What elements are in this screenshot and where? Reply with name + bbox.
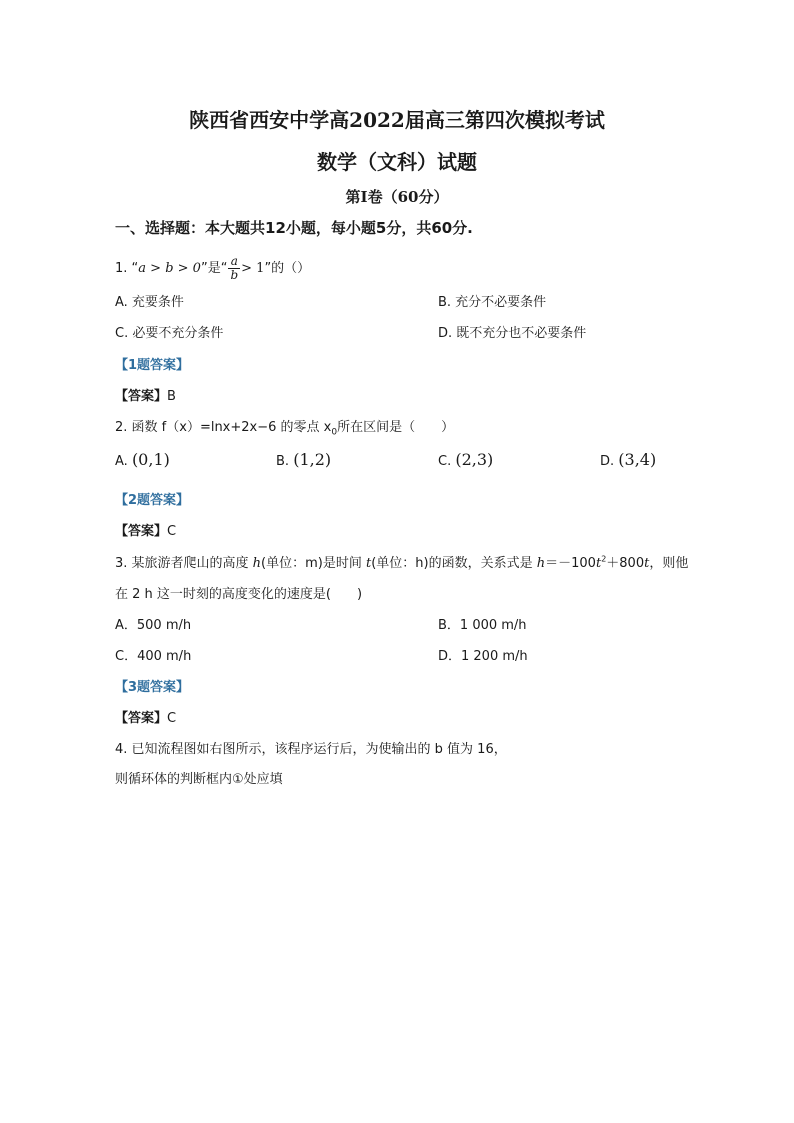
option-letter: A. [115, 454, 128, 469]
option-value: (0,1) [131, 450, 170, 469]
formula-h: h [536, 556, 546, 571]
question-3-line-2: 在 2 h 这一时刻的高度变化的速度是( ) [115, 587, 363, 602]
answer-value: C [167, 524, 177, 539]
question-1 [115, 255, 310, 282]
q2-option-b [276, 450, 331, 469]
q2-answer [115, 520, 176, 539]
question-2-tail: 所在区间是（ ） [337, 420, 455, 435]
q3-option-c: C．400 m/h [115, 649, 192, 664]
answer-value: C [167, 711, 177, 726]
q1-answer-tag: 【1题答案】 [115, 358, 190, 373]
subscript: 0 [331, 427, 338, 438]
q1-option-c: C. 必要不充分条件 [115, 326, 224, 341]
formula-t: t [644, 556, 650, 571]
document-subtitle: 数学（文科）试题 [317, 150, 477, 174]
q2-answer-tag: 【2题答案】 [115, 493, 190, 508]
q3-option-b: B．1 000 m/h [438, 618, 527, 633]
q2-option-a [115, 450, 170, 469]
option-value: (1,2) [293, 450, 332, 469]
answer-label: 【答案】 [115, 524, 168, 539]
quote-close: ”的（） [264, 261, 311, 276]
text-fragment: (单位：m)是时间 [261, 556, 366, 571]
formula-exponent: 2 [601, 554, 607, 564]
question-number: 1. [115, 261, 128, 276]
question-2 [115, 416, 454, 438]
option-letter: D. [600, 454, 615, 469]
text-fragment: (单位：h)的函数，关系式是 [371, 556, 537, 571]
document-title: 陕西省西安中学高2022届高三第四次模拟考试 [189, 108, 605, 132]
q3-answer [115, 707, 176, 726]
volume-label: 第Ⅰ卷（60分） [345, 188, 449, 206]
formula-part: ＝－100 [545, 556, 596, 571]
q1-option-b: B. 充分不必要条件 [438, 295, 547, 310]
question-2-text: 2. 函数 f（x）=lnx+2x−6 的零点 x [115, 420, 332, 435]
option-value: (2,3) [455, 450, 494, 469]
q3-option-a: A．500 m/h [115, 618, 192, 633]
var-h: h [252, 556, 262, 571]
section-heading: 一、选择题：本大题共12小题，每小题5分，共60分. [115, 219, 473, 237]
answer-value: B [167, 389, 176, 404]
q3-answer-tag: 【3题答案】 [115, 680, 190, 695]
formula-part: ＋800 [606, 556, 645, 571]
condition-2-tail: > 1 [241, 261, 265, 276]
fraction-denominator: b [230, 268, 239, 282]
quote-mid: ”是“ [200, 261, 228, 276]
formula-t: t [595, 556, 602, 571]
condition-1: a > b > 0 [138, 261, 201, 276]
option-letter: C. [438, 454, 452, 469]
question-3-line-1 [115, 552, 688, 571]
option-value: (3,4) [618, 450, 657, 469]
fraction-numerator: a [228, 255, 240, 269]
quote-open: “ [131, 261, 139, 276]
question-4-line-1: 4. 已知流程图如右图所示，该程序运行后，为使输出的 b 值为 16， [115, 742, 507, 757]
question-4-line-2: 则循环体的判断框内①处应填 [115, 772, 283, 787]
q2-option-d [600, 450, 656, 469]
text-fragment: 3. 某旅游者爬山的高度 [115, 556, 253, 571]
q1-option-d: D. 既不充分也不必要条件 [438, 326, 587, 341]
option-letter: B. [276, 454, 290, 469]
answer-label: 【答案】 [115, 389, 168, 404]
var-t: t [366, 556, 372, 571]
q1-answer [115, 385, 176, 404]
q2-option-c [438, 450, 493, 469]
q3-option-d: D．1 200 m/h [438, 649, 528, 664]
answer-label: 【答案】 [115, 711, 168, 726]
q1-option-a: A. 充要条件 [115, 295, 184, 310]
text-fragment: ，则他 [649, 556, 689, 571]
fraction-a-over-b [228, 255, 240, 282]
